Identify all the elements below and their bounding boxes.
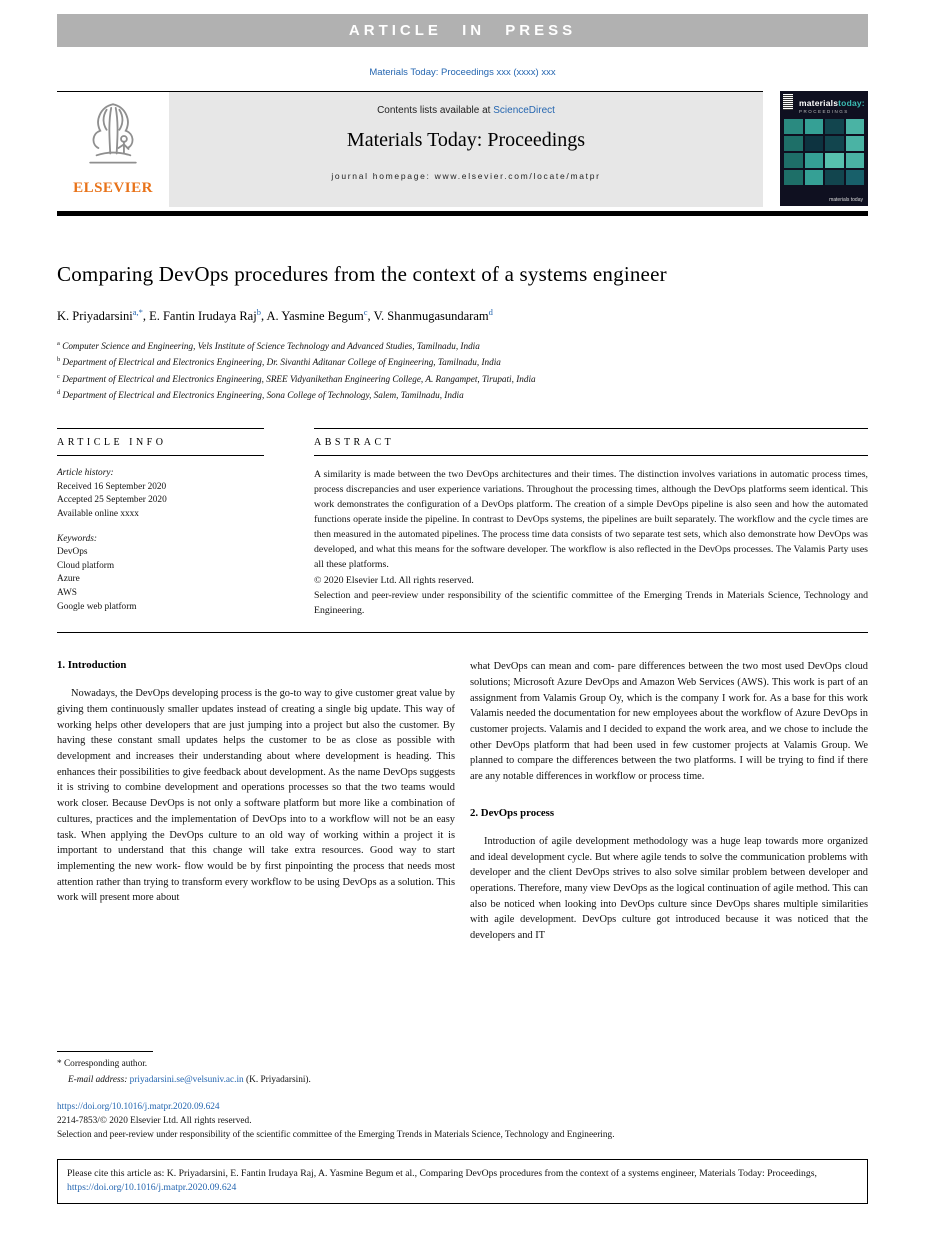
- footnote-marker: *: [57, 1059, 62, 1070]
- journal-homepage-link[interactable]: journal homepage: www.elsevier.com/locate/matpr: [331, 171, 601, 181]
- elsevier-logo: [57, 92, 169, 207]
- article-info-content: [57, 456, 264, 614]
- abstract-column: [314, 428, 868, 618]
- section-heading-introduction: 1. Introduction: [57, 659, 127, 672]
- affiliation-text: Department of Electrical and Electronics Engineering, SREE Vidyanikethan Engineering College, A. Rangampet, Tirupati, India: [62, 373, 536, 384]
- cover-thumb: [846, 136, 865, 151]
- journal-title: Materials Today: Proceedings: [346, 129, 586, 151]
- cover-thumb: [784, 153, 803, 168]
- article-in-press-banner: [57, 14, 868, 47]
- journal-masthead: [169, 92, 763, 207]
- affiliation: [57, 370, 868, 386]
- contents-list-line: [377, 105, 555, 116]
- banner-text: ARTICLE IN PRESS: [348, 22, 577, 39]
- devops-process-paragraph: Introduction of agile development methodology was a huge leap towards more organized and ideal development cycle. But where agile tends to solve the communication problems with developer and the client DevOps strives to also solve similar problem between developer and operations. Therefore, many view DevOps as the logical continuation of agile method. This can also be noticed when looking into DevOps culture since DevOps shares multiple similarities with agile development. DevOps culture got introduced because it was noticed that the developers and IT: [470, 835, 868, 942]
- author-separator: ,: [260, 309, 267, 324]
- cover-thumb: [846, 170, 865, 185]
- author-list: [57, 307, 868, 324]
- cover-brand-today: today:: [838, 98, 865, 108]
- citation-doi-link[interactable]: https://doi.org/10.1016/j.matpr.2020.09.624: [67, 1182, 237, 1194]
- footnote-block: [57, 1051, 455, 1087]
- corresponding-author-note: [57, 1058, 455, 1071]
- author-name: V. Shanmugasundaram: [373, 309, 489, 324]
- cover-thumb: [825, 153, 844, 168]
- author-name: A. Yasmine Begum: [266, 309, 364, 324]
- affiliation-text: Computer Science and Engineering, Vels Institute of Science Technology and Advanced Studies, Tamilnadu, India: [62, 341, 480, 352]
- citation-box: [57, 1159, 868, 1204]
- author: [149, 309, 266, 323]
- keyword-item: Cloud platform: [57, 560, 115, 571]
- keyword-item: DevOps: [57, 547, 88, 558]
- body-columns: [57, 659, 868, 1087]
- cover-barcode-icon: [783, 94, 793, 110]
- abstract-content: [314, 456, 868, 618]
- journal-reference-line: [57, 67, 868, 78]
- cover-proceedings-label: PROCEEDINGS: [799, 109, 849, 114]
- journal-cover-thumbnail: [780, 91, 868, 206]
- article-info-header: ARTICLE INFO: [57, 429, 264, 456]
- author-affil-marker[interactable]: b: [256, 307, 261, 317]
- author-name: E. Fantin Irudaya Raj: [149, 309, 257, 324]
- contents-list-prefix: Contents lists available at: [377, 105, 494, 116]
- abstract-header: ABSTRACT: [314, 429, 868, 456]
- body-column-right: [470, 659, 868, 1087]
- author-name: K. Priyadarsini: [57, 309, 133, 324]
- introduction-paragraph-right: what DevOps can mean and com- pare differences between the two most used DevOps cloud solutions; Microsoft Azure DevOps and Amazon Web Services (AWS). This work is part of an assignment from Valamis Group Oy, which is the company I work for. As a base for this work Valamis needed the documentation for new employees about the workflow of Azure DevOps in customer projects. Valamis and I decided to expand the work area, and we chose to include the other DevOps platform that had been used in few customer projects at Valamis Group. We planned to compare the differences between the two platforms. I will be trying to find if there are any notable differences in workflow or process time.: [470, 661, 868, 783]
- citation-text: Please cite this article as: K. Priyadarsini, E. Fantin Irudaya Raj, A. Yasmine Begum et al., Comparing DevOps procedures from the context of a systems engineer, Materials Today: Proceedings,: [67, 1167, 817, 1179]
- article-title: Comparing DevOps procedures from the context of a systems engineer: [57, 262, 667, 286]
- cover-thumb: [825, 170, 844, 185]
- journal-header: [57, 91, 868, 207]
- selection-line: Selection and peer-review under responsibility of the scientific committee of the Emerging Trends in Materials Science, Technology and Engineering.: [57, 1129, 615, 1140]
- affiliation: [57, 337, 868, 353]
- cover-thumb: [805, 170, 824, 185]
- affiliation-text: Department of Electrical and Electronics Engineering, Sona College of Technology, Salem, Tamilnadu, India: [62, 390, 464, 401]
- affiliation-marker: c: [57, 372, 60, 380]
- author-affil-marker[interactable]: d: [488, 307, 493, 317]
- email-line: [68, 1074, 455, 1087]
- info-abstract-block: [57, 428, 868, 633]
- cover-thumb: [805, 136, 824, 151]
- keyword-item: Google web platform: [57, 601, 137, 612]
- article-info-column: [57, 428, 264, 618]
- journal-header-main: [57, 91, 763, 207]
- cover-thumb: [784, 170, 803, 185]
- email-label: E-mail address:: [68, 1075, 130, 1086]
- affiliation-marker: a: [57, 340, 60, 348]
- cover-brand: [799, 98, 864, 108]
- sciencedirect-link[interactable]: ScienceDirect: [493, 105, 555, 116]
- body-column-left: [57, 659, 455, 1087]
- author-separator: ,: [142, 309, 150, 324]
- author-separator: ,: [367, 309, 374, 324]
- email-link[interactable]: priyadarsini.se@velsuniv.ac.in: [129, 1075, 244, 1086]
- cover-footer-brand: materials today: [829, 197, 863, 203]
- author-affil-marker[interactable]: c: [363, 307, 368, 317]
- author-affil-marker[interactable]: a,*: [132, 307, 143, 317]
- elsevier-tree-icon: [72, 97, 154, 179]
- affiliation-marker: b: [57, 356, 61, 364]
- cover-image-grid: [784, 119, 864, 185]
- doi-link[interactable]: https://doi.org/10.1016/j.matpr.2020.09.624: [57, 1102, 220, 1113]
- affiliation: [57, 386, 868, 402]
- author: [374, 309, 493, 323]
- history-item: Available online xxxx: [57, 509, 139, 519]
- cover-thumb: [805, 153, 824, 168]
- history-label: Article history:: [57, 468, 114, 479]
- corresponding-author-text: Corresponding author.: [61, 1059, 148, 1070]
- cover-thumb: [805, 119, 824, 134]
- author: [57, 309, 149, 323]
- history-item: Accepted 25 September 2020: [57, 495, 167, 506]
- journal-reference-link[interactable]: Materials Today: Proceedings xxx (xxxx) xxx: [369, 67, 556, 78]
- cover-thumb: [784, 119, 803, 134]
- introduction-paragraph-left: Nowadays, the DevOps developing process is the go-to way to give customer great value by giving them continuously smaller updates instead of creating a single big update. This way of working helps other developers that are just jumping into a project but also the customer. By having these constant small updates helps the customer to be as close as possible with development and increases their understanding about where development is heading. This enhances their possibilities to give feedback about development. As the name DevOps suggests it is striving to combine development and operations processes so that the two teams would work closer. Because DevOps is not only a software platform but more like a combination of cultures, practices and the implementation of DevOps into to a workflow will not be an easy task. When applying the DevOps culture to an old way of working within a project it is important to understand that this change will take extra resources. Good way to start implementing the new work- flow would be by first pinpointing the process that needs most attention rather than trying to transform every workflow to be using DevOps as a solution. This work will present more about: [57, 688, 455, 904]
- footnote-rule: [57, 1051, 153, 1052]
- elsevier-wordmark: ELSEVIER: [73, 180, 153, 196]
- author: [267, 309, 374, 323]
- cover-thumb: [846, 119, 865, 134]
- affiliation: [57, 353, 868, 369]
- cover-thumb: [825, 136, 844, 151]
- email-suffix: (K. Priyadarsini).: [243, 1075, 311, 1086]
- affiliation-text: Department of Electrical and Electronics Engineering, Dr. Sivanthi Aditanar College of Engineering, Tamilnadu, India: [62, 357, 501, 368]
- keywords-label: Keywords:: [57, 533, 97, 544]
- abstract-selection-note: Selection and peer-review under responsibility of the scientific committee of the Emerging Trends in Materials Science, Technology and Engineering.: [314, 590, 868, 617]
- affiliation-marker: d: [57, 388, 61, 396]
- section-heading-devops-process: 2. DevOps process: [470, 806, 555, 819]
- history-item: Received 16 September 2020: [57, 481, 167, 492]
- issn-copyright-line: 2214-7853/© 2020 Elsevier Ltd. All rights reserved.: [57, 1116, 252, 1127]
- cover-brand-materials: materials: [799, 98, 839, 108]
- bottom-metadata: [57, 1101, 868, 1142]
- keyword-item: AWS: [57, 587, 77, 598]
- cover-thumb: [825, 119, 844, 134]
- abstract-text: A similarity is made between the two DevOps architectures and their times. The distinction involves variations in automatic process times, process discrepancies and user experience variations. Throughout the processing times, although the DevOps platforms seem identical. This work demonstrates the configuration of a DevOps platform. The creation of a simple DevOps pipeline is also seen and how the automated functions operate inside the pipeline. In contrast to DevOps systems, the pipelines are built separately. The workflow and the cycle times are then measured in the automated pipelines. The process time data consists of two separate test sets, which also demonstrate how DevOps was developed, and what this means for the software developer. The workflow is also reflected in the DevOps processes. The Valamis Party uses all these platforms.: [314, 469, 868, 571]
- affiliation-list: [57, 337, 868, 402]
- cover-thumb: [784, 136, 803, 151]
- keyword-item: Azure: [57, 574, 80, 585]
- cover-thumb: [846, 153, 865, 168]
- abstract-copyright: © 2020 Elsevier Ltd. All rights reserved.: [314, 575, 474, 587]
- header-rule: [57, 211, 868, 216]
